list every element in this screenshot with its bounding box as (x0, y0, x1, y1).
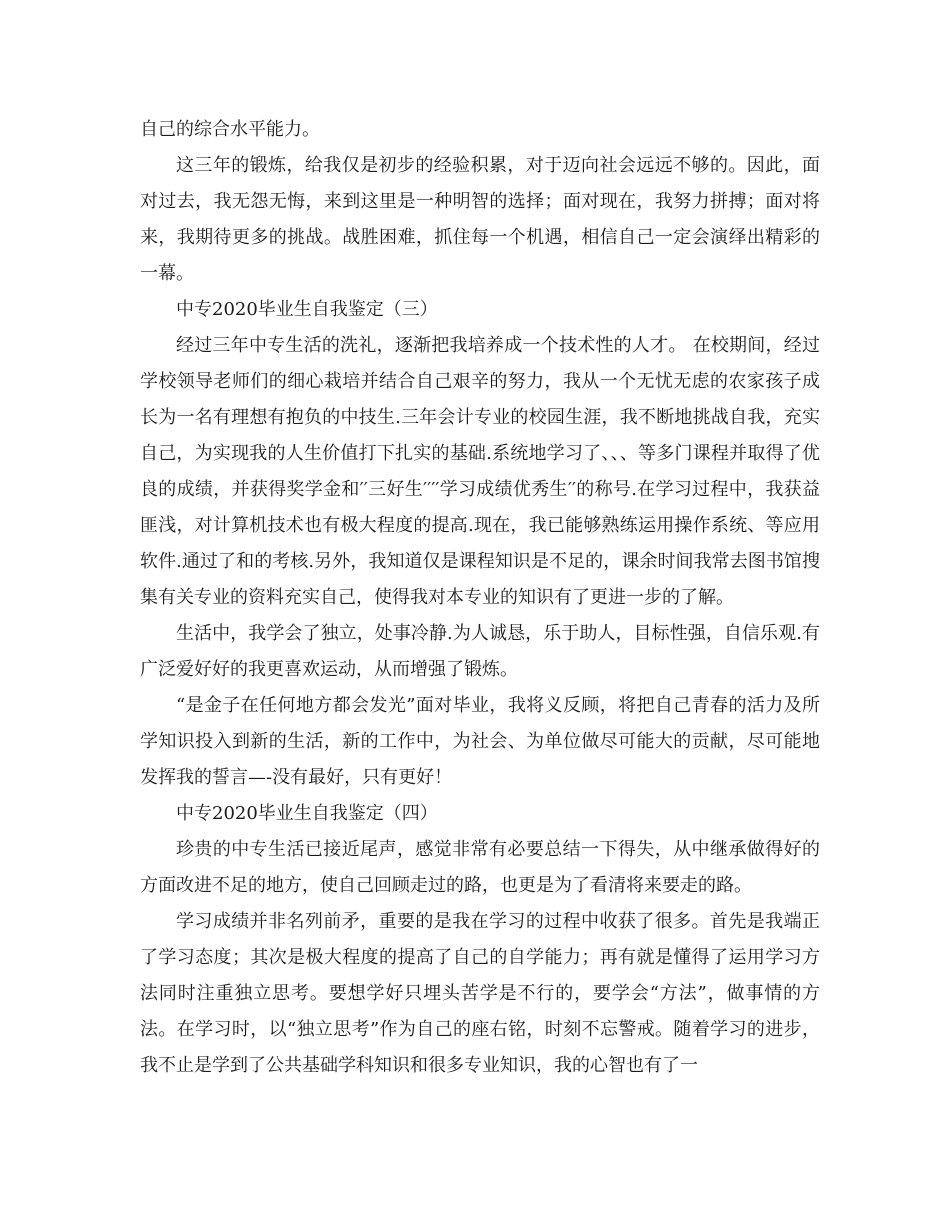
paragraph-summary: 这三年的锻炼，给我仅是初步的经验积累，对于迈向社会远远不够的。因此，面对过去，我无怨无悔，来到这里是一种明智的选择；面对现在，我努力拼搏；面对将来，我期待更多的挑战。战胜困难，抓住每一个机遇，相信自己一定会演绎出精彩的一幕。 (140, 155, 820, 284)
section-heading-four: 中专2020毕业生自我鉴定（四） (176, 803, 438, 824)
section-heading-three: 中专2020毕业生自我鉴定（三） (176, 299, 438, 320)
paragraph-intro-end: 自己的综合水平能力。 (140, 119, 320, 140)
document-body (140, 112, 820, 1084)
paragraph-life: 生活中，我学会了独立，处事冷静.为人诚恳，乐于助人，目标性强，自信乐观.有广泛爱好好的我更喜欢运动，从而增强了锻炼。 (140, 623, 820, 680)
paragraph-review: 珍贵的中专生活已接近尾声，感觉非常有必要总结一下得失，从中继承做得好的方面改进不足的地方，使自己回顾走过的路，也更是为了看清将来要走的路。 (140, 839, 820, 896)
paragraph-learning: 学习成绩并非名列前矛，重要的是我在学习的过程中收获了很多。首先是我端正了学习态度；其次是极大程度的提高了自己的自学能力；再有就是懂得了运用学习方法同时注重独立思考。要想学好只埋头苦学是不行的，要学会“方法”，做事情的方法。在学习时，以“独立思考”作为自己的座右铭，时刻不忘警戒。随着学习的进步，我不止是学到了公共基础学科知识和很多专业知识，我的心智也有了一 (140, 911, 820, 1076)
paragraph-motto: “是金子在任何地方都会发光”面对毕业，我将义反顾，将把自己青春的活力及所学知识投入到新的生活，新的工作中，为社会、为单位做尽可能大的贡献，尽可能地发挥我的誓言—-没有最好，只有更好！ (140, 695, 820, 788)
paragraph-study-experience: 经过三年中专生活的洗礼，逐渐把我培养成一个技术性的人才。 在校期间，经过学校领导老师们的细心栽培并结合自己艰辛的努力，我从一个无忧无虑的农家孩子成长为一名有理想有抱负的中技生.三年会计专业的校园生涯，我不断地挑战自我，充实自己，为实现我的人生价值打下扎实的基础.系统地学习了、、、等多门课程并取得了优良的成绩，并获得奖学金和′′三好生′′′′学习成绩优秀生′′的称号.在学习过程中，我获益匪浅，对计算机技术也有极大程度的提高.现在，我已能够熟练运用操作系统、等应用软件.通过了和的考核.另外，我知道仅是课程知识是不足的，课余时间我常去图书馆搜集有关专业的资料充实自己，使得我对本专业的知识有了更进一步的了解。 (140, 335, 820, 608)
